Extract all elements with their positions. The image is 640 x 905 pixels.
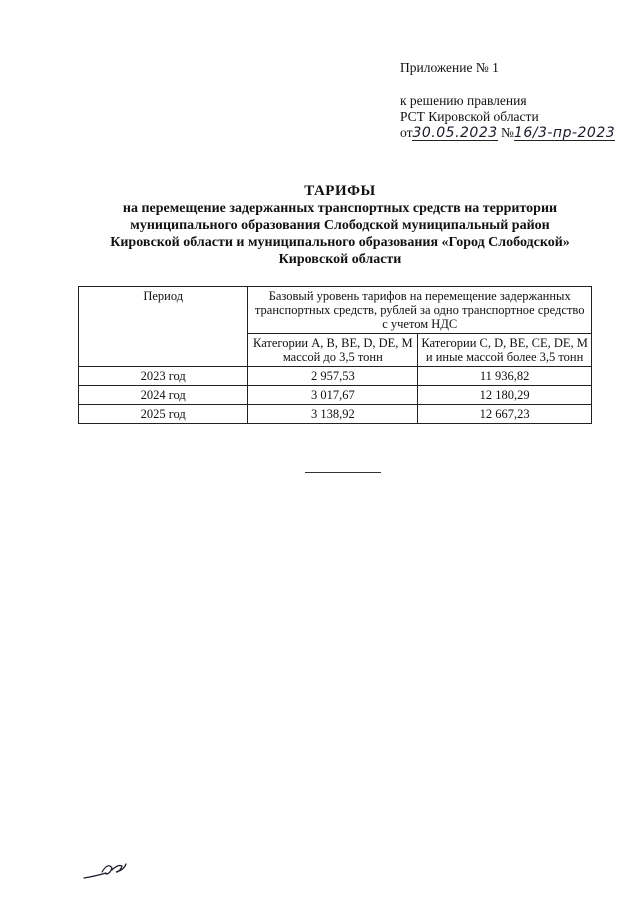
document-title — [60, 183, 620, 268]
cell-cat2: 11 936,82 — [418, 367, 592, 386]
cell-period: 2023 год — [79, 367, 248, 386]
decision-reference — [400, 93, 615, 141]
title-line-1: на перемещение задержанных транспортных средств на территории — [122, 201, 558, 216]
decision-line-2: РСТ Кировской области — [400, 109, 539, 124]
header-period: Период — [79, 287, 248, 367]
cell-cat1: 3 017,67 — [248, 386, 418, 405]
decision-number: 16/3-пр-2023 — [513, 125, 616, 141]
header-base-level: Базовый уровень тарифов на перемещение задержанных транспортных средств, рублей за одно транспортное средство с учетом НДС — [248, 287, 592, 334]
decision-line-1: к решению правления — [400, 93, 527, 108]
title-line-4: Кировской области — [278, 252, 402, 267]
from-prefix: от — [400, 125, 413, 140]
header-category-light: Категории А, В, ВЕ, D, DE, М массой до 3,5 тонн — [248, 334, 418, 367]
initials-signature-icon — [82, 858, 132, 882]
table-row — [79, 405, 592, 424]
cell-period: 2024 год — [79, 386, 248, 405]
cell-cat2: 12 180,29 — [418, 386, 592, 405]
decision-date-number — [400, 125, 615, 141]
title-line-2: муниципального образования Слободской муниципальный район — [130, 218, 550, 233]
header-category-heavy: Категории C, D, BE, CE, DE, М и иные массой более 3,5 тонн — [418, 334, 592, 367]
table-header-row — [79, 287, 592, 334]
decision-date: 30.05.2023 — [412, 125, 498, 141]
closing-rule — [305, 472, 381, 473]
cell-cat1: 2 957,53 — [248, 367, 418, 386]
title-line-3: Кировской области и муниципального образования «Город Слободской» — [110, 235, 570, 250]
tariffs-table — [78, 286, 592, 424]
cell-cat1: 3 138,92 — [248, 405, 418, 424]
number-prefix: № — [501, 125, 514, 140]
title-main: ТАРИФЫ — [304, 183, 376, 199]
table-row — [79, 386, 592, 405]
table-row — [79, 367, 592, 386]
cell-period: 2025 год — [79, 405, 248, 424]
appendix-label: Приложение № 1 — [400, 60, 499, 75]
cell-cat2: 12 667,23 — [418, 405, 592, 424]
